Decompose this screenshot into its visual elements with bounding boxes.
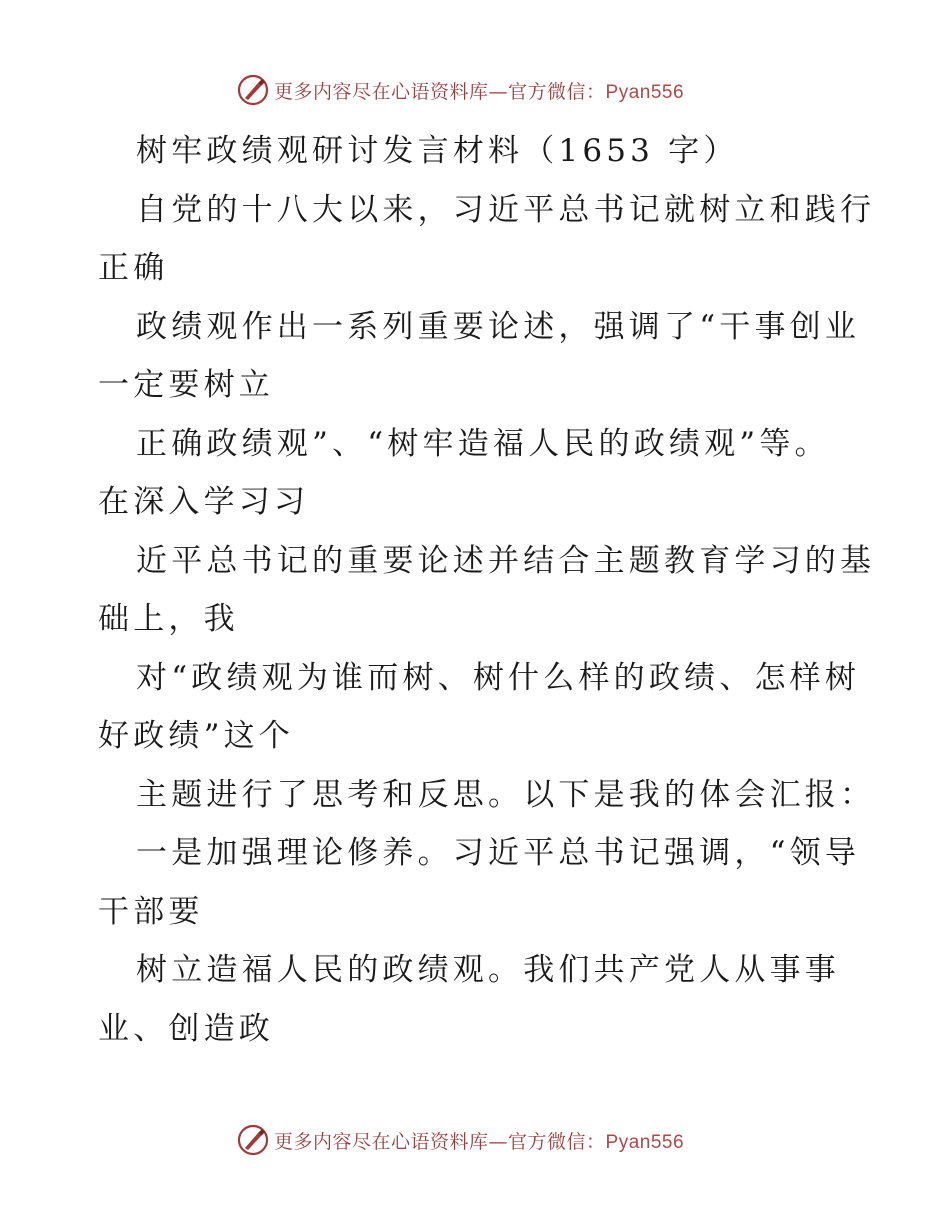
text-line: 一是加强理论修养。习近平总书记强调，“领导 bbox=[136, 835, 861, 871]
document-title: 树牢政绩观研讨发言材料（1653 字） bbox=[136, 133, 739, 169]
text-line: 础上，我 bbox=[98, 601, 239, 637]
pen-logo-icon bbox=[236, 1123, 270, 1157]
text-line: 树立造福人民的政绩观。我们共产党人从事事 bbox=[136, 952, 840, 988]
text-line: 好政绩”这个 bbox=[98, 718, 295, 754]
text-line: 主题进行了思考和反思。以下是我的体会汇报： bbox=[136, 776, 876, 813]
text-line: 一定要树立 bbox=[98, 367, 274, 403]
text-line: 在深入学习习 bbox=[98, 484, 310, 520]
document-body bbox=[98, 122, 876, 1058]
pen-logo-icon bbox=[236, 73, 270, 107]
text-line: 对“政绩观为谁而树、树什么样的政绩、怎样树 bbox=[136, 659, 861, 696]
text-line: 干部要 bbox=[98, 893, 204, 930]
text-line: 近平总书记的重要论述并结合主题教育学习的基 bbox=[136, 542, 876, 579]
text-line: 自党的十八大以来，习近平总书记就树立和践行 bbox=[136, 191, 876, 228]
footer-watermark-text: 更多内容尽在心语资料库—官方微信：Pyan556 bbox=[274, 1130, 685, 1153]
text-line: 正确 bbox=[98, 250, 169, 286]
text-line: 政绩观作出一系列重要论述，强调了“干事创业 bbox=[136, 308, 861, 345]
text-line: 正确政绩观”、“树牢造福人民的政绩观”等。 bbox=[136, 425, 830, 462]
text-line: 业、创造政 bbox=[98, 1010, 274, 1047]
header-watermark-text: 更多内容尽在心语资料库—官方微信：Pyan556 bbox=[274, 80, 685, 103]
footer-watermark-banner bbox=[236, 1120, 684, 1160]
header-watermark-banner bbox=[236, 70, 684, 110]
